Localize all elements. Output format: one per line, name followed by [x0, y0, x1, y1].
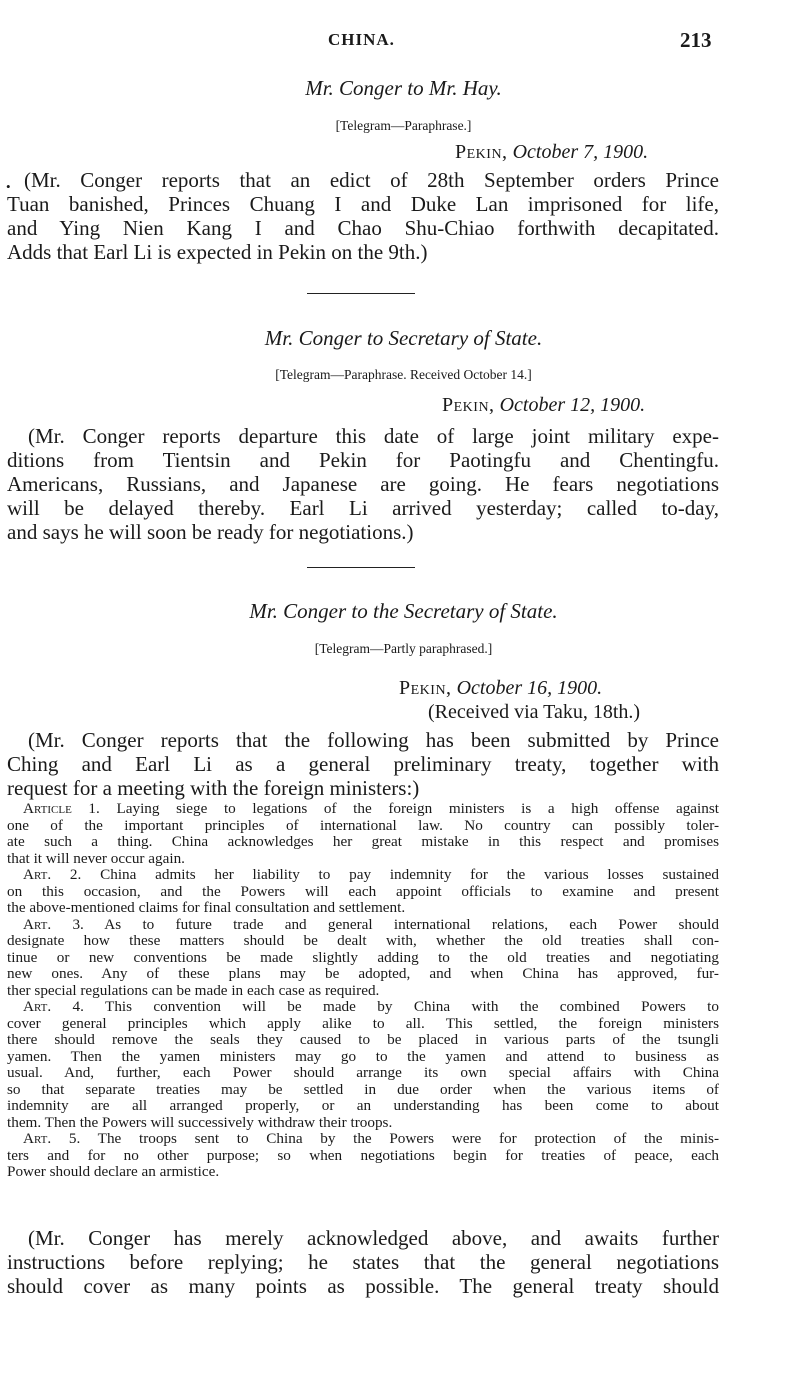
- article-line: the above-mentioned claims for final consultation and settlement.: [7, 900, 406, 916]
- paragraph-line: instructions before replying; he states that the general negotiations: [7, 1250, 719, 1274]
- section-2-paragraph: [7, 424, 719, 544]
- article-line: new ones. Any of these plans may be adopted, and when China has approved, fur-: [7, 966, 719, 982]
- article-line: cover general principles which apply alike to all. This settled, the foreign ministers: [7, 1015, 719, 1032]
- article-text: As to future trade and general international relations, each Power should: [104, 916, 719, 933]
- article-line: them. Then the Powers will successively withdraw their troops.: [7, 1114, 393, 1131]
- section-2-dateline: [442, 394, 645, 417]
- section-divider: [307, 567, 415, 568]
- article-text: The troops sent to China by the Powers were for protection of the minis-: [97, 1131, 719, 1147]
- article-line: indemnity are all arranged properly, or an understanding has been come to about: [7, 1098, 719, 1114]
- article-line: tinue or new conventions be made slightly adding to the old treaties and negotiating: [7, 949, 719, 966]
- article-line: [7, 917, 719, 934]
- section-1-dateline: [455, 141, 648, 164]
- section-divider: [307, 293, 415, 294]
- dateline-city: Pekin,: [455, 141, 508, 163]
- article-text: This convention will be made by China with the combined Powers to: [105, 999, 719, 1015]
- section-1-paragraph: [7, 168, 719, 264]
- article-line: ate such a thing. China acknowledges her great mistake in this respect and promises: [7, 834, 719, 850]
- article-line: Power should declare an armistice.: [7, 1164, 220, 1180]
- article-line: so that separate treaties may be settled in due order when the various items of: [7, 1081, 719, 1098]
- article-label: Art. 4.: [23, 999, 84, 1015]
- article-line: [7, 999, 719, 1016]
- paragraph-line: (Mr. Conger reports that the following has been submitted by Prince: [28, 728, 719, 752]
- article-label: Art. 2.: [23, 867, 82, 883]
- treaty-articles: [7, 801, 719, 1181]
- article-line: that it will never occur again.: [7, 850, 185, 867]
- article-1: [7, 801, 719, 867]
- section-1-heading: Mr. Conger to Mr. Hay.: [305, 76, 502, 100]
- article-line: ther special regulations can be made in each case as required.: [7, 982, 380, 999]
- article-2: [7, 867, 719, 917]
- dateline-date: October 12, 1900.: [499, 394, 646, 416]
- received-note: (Received via Taku, 18th.): [428, 701, 641, 723]
- article-line: ters and for no other purpose; so when negotiations begin for treaties of peace, each: [7, 1147, 719, 1164]
- closing-paragraph: [7, 1226, 719, 1298]
- running-head-title: CHINA.: [328, 30, 395, 49]
- section-3-heading: Mr. Conger to the Secretary of State.: [249, 599, 558, 623]
- paragraph-line: (Mr. Conger reports departure this date of large joint military expe-: [28, 424, 719, 448]
- article-line: [7, 801, 719, 818]
- dateline-city: Pekin,: [442, 394, 495, 416]
- section-3-paragraph: [7, 728, 719, 800]
- dateline-date: October 16, 1900.: [456, 677, 603, 699]
- article-line: usual. And, further, each Power should arrange its own special affairs with China: [7, 1065, 719, 1081]
- article-4: [7, 999, 719, 1131]
- article-line: there should remove the seals they caused to be placed in various parts of the tsungli: [7, 1032, 719, 1048]
- section-2-heading: Mr. Conger to Secretary of State.: [264, 326, 543, 350]
- article-label: Article 1.: [23, 801, 100, 817]
- article-5: [7, 1131, 719, 1181]
- article-text: China admits her liability to pay indemnity for the various losses sustained: [100, 867, 719, 883]
- paragraph-line: will be delayed thereby. Earl Li arrived yesterday; called to-day,: [7, 496, 719, 520]
- section-2-subheading: [Telegram—Paraphrase. Received October 14.]: [275, 367, 532, 382]
- article-text: Laying siege to legations of the foreign ministers is a high offense against: [116, 801, 719, 817]
- paragraph-line: should cover as many points as possible. The general treaty should: [7, 1274, 719, 1298]
- margin-mark: •: [6, 179, 11, 194]
- paragraph-line: (Mr. Conger has merely acknowledged above, and awaits further: [28, 1226, 719, 1250]
- paragraph-line: request for a meeting with the foreign ministers:): [7, 776, 420, 800]
- paragraph-line: (Mr. Conger reports that an edict of 28th September orders Prince: [24, 168, 719, 192]
- article-3: [7, 917, 719, 1000]
- article-line: designate how these matters should be dealt with, whether the old treaties shall con-: [7, 933, 719, 949]
- paragraph-line: Americans, Russians, and Japanese are going. He fears negotiations: [7, 472, 719, 496]
- section-3-subheading: [Telegram—Partly paraphrased.]: [314, 641, 493, 656]
- section-3-dateline: [399, 677, 602, 700]
- paragraph-line: and Ying Nien Kang I and Chao Shu-Chiao forthwith decapitated.: [7, 216, 719, 240]
- page-number: 213: [680, 28, 712, 52]
- paragraph-line: Adds that Earl Li is expected in Pekin on the 9th.): [7, 240, 428, 264]
- article-label: Art. 5.: [23, 1131, 81, 1147]
- paragraph-line: Tuan banished, Princes Chuang I and Duke Lan imprisoned for life,: [7, 192, 719, 216]
- dateline-date: October 7, 1900.: [512, 141, 649, 163]
- article-label: Art. 3.: [23, 916, 84, 933]
- article-line: yamen. Then the yamen ministers may go to the yamen and attend to business as: [7, 1048, 719, 1065]
- dateline-city: Pekin,: [399, 677, 452, 699]
- article-line: on this occasion, and the Powers will each appoint officials to examine and present: [7, 883, 719, 900]
- section-1-subheading: [Telegram—Paraphrase.]: [335, 118, 472, 133]
- running-head: [0, 28, 807, 52]
- paragraph-line: ditions from Tientsin and Pekin for Paotingfu and Chentingfu.: [7, 448, 719, 472]
- paragraph-line: Ching and Earl Li as a general preliminary treaty, together with: [7, 752, 719, 776]
- article-line: [7, 867, 719, 884]
- article-line: one of the important principles of international law. No country can possibly toler-: [7, 817, 719, 834]
- paragraph-line: and says he will soon be ready for negotiations.): [7, 520, 414, 544]
- article-line: [7, 1131, 719, 1148]
